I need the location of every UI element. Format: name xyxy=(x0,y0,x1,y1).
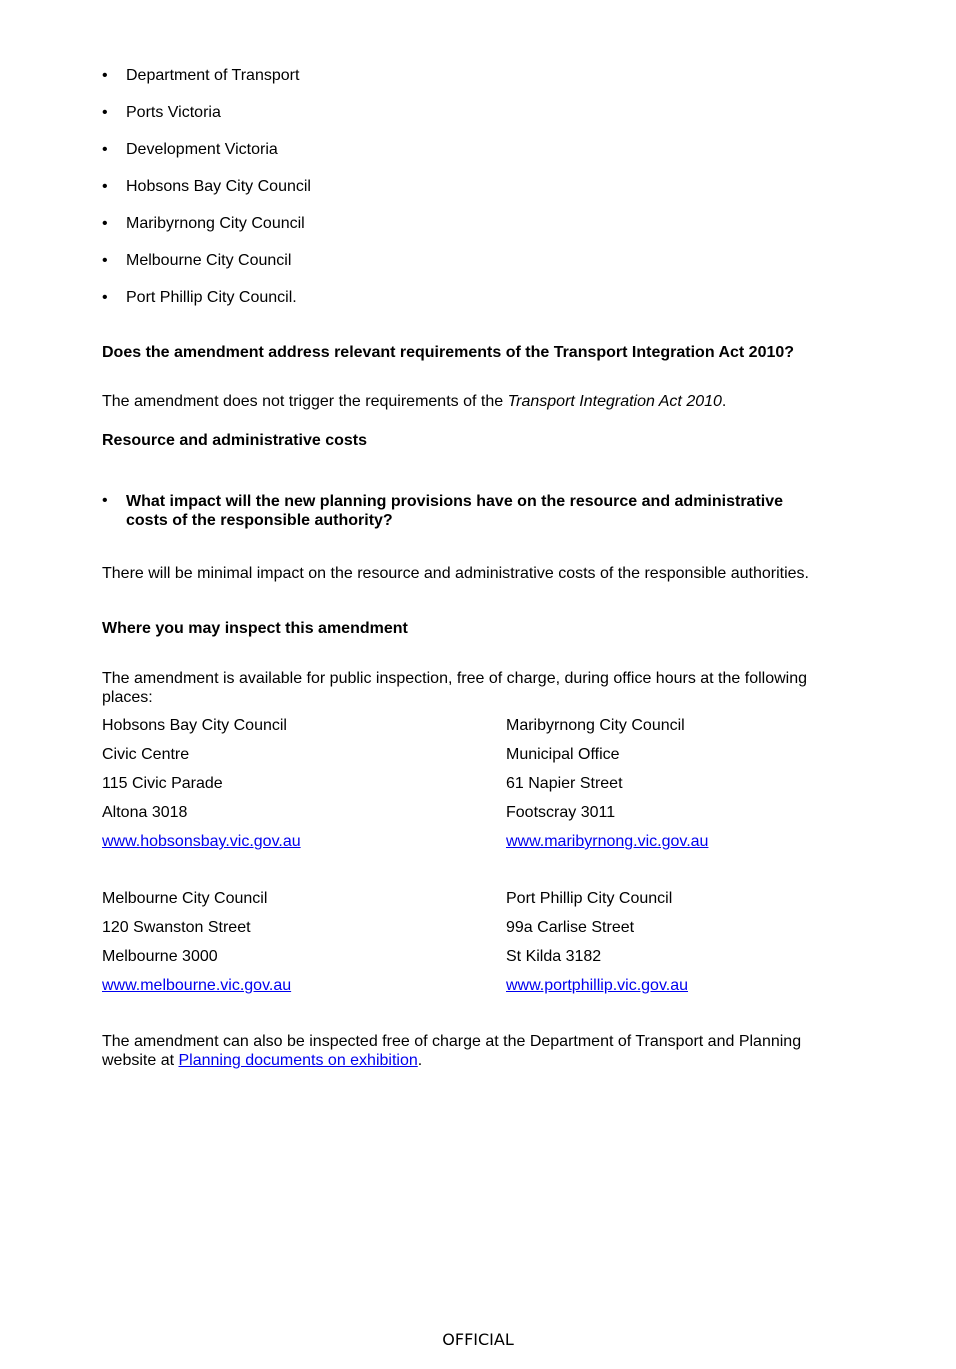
maribyrnong-website-link[interactable]: www.maribyrnong.vic.gov.au xyxy=(506,833,709,850)
security-classification-footer: OFFICIAL xyxy=(442,1330,514,1349)
resource-question: What impact will the new planning provisions have on the resource and administrative costs of the responsible authority? xyxy=(126,493,784,529)
act-title: Transport Integration Act 2010 xyxy=(507,393,722,410)
address-line: St Kilda 3182 xyxy=(506,948,602,965)
bullet-icon: • xyxy=(102,67,108,84)
address-line: 120 Swanston Street xyxy=(102,919,251,936)
address-line: 115 Civic Parade xyxy=(102,775,223,792)
resource-heading: Resource and administrative costs xyxy=(102,432,367,449)
list-item: • Ports Victoria xyxy=(102,104,221,121)
list-item: • Hobsons Bay City Council xyxy=(102,178,311,195)
port-phillip-website-link[interactable]: www.portphillip.vic.gov.au xyxy=(506,977,689,994)
council-name: Maribyrnong City Council xyxy=(506,717,685,734)
list-item: • Development Victoria xyxy=(102,141,278,158)
bullet-icon: • xyxy=(102,215,108,232)
resource-answer: There will be minimal impact on the resource and administrative costs of the responsible authorities. xyxy=(102,565,809,582)
planning-documents-link[interactable]: Planning documents on exhibition xyxy=(178,1052,418,1069)
agency-list xyxy=(102,66,311,325)
address-line: Footscray 3011 xyxy=(506,804,616,821)
address-line: Civic Centre xyxy=(102,746,190,763)
bullet-icon: • xyxy=(102,141,108,158)
council-address-maribyrnong xyxy=(506,716,708,861)
inspect-intro: The amendment is available for public inspection, free of charge, during office hours at the following places: xyxy=(102,670,807,706)
hobsons-bay-website-link[interactable]: www.hobsonsbay.vic.gov.au xyxy=(102,833,301,850)
address-line: Municipal Office xyxy=(506,746,620,763)
list-item: • Department of Transport xyxy=(102,67,300,84)
address-line: 61 Napier Street xyxy=(506,775,623,792)
council-name: Port Phillip City Council xyxy=(506,890,673,907)
address-line: Altona 3018 xyxy=(102,804,188,821)
tia-text: The amendment does not trigger the requirements of the Transport Integration Act 2010. xyxy=(102,393,727,410)
council-address-melbourne xyxy=(102,889,291,1005)
online-inspection-text: The amendment can also be inspected free of charge at the Department of Transport and Planning website at Planning documents on exhibition. xyxy=(102,1033,802,1069)
list-item: • Maribyrnong City Council xyxy=(102,215,305,232)
list-item: • Port Phillip City Council. xyxy=(102,289,297,306)
bullet-icon: • xyxy=(102,252,108,269)
tia-heading: Does the amendment address relevant requirements of the Transport Integration Act 2010? xyxy=(102,344,795,361)
bullet-icon: • xyxy=(102,289,108,306)
bullet-icon: • xyxy=(102,178,108,195)
bullet-icon: • xyxy=(102,492,108,509)
council-name: Hobsons Bay City Council xyxy=(102,717,287,734)
address-line: 99a Carlise Street xyxy=(506,919,635,936)
melbourne-website-link[interactable]: www.melbourne.vic.gov.au xyxy=(102,977,292,994)
bullet-icon: • xyxy=(102,104,108,121)
council-name: Melbourne City Council xyxy=(102,890,268,907)
council-address-port-phillip xyxy=(506,889,688,1005)
list-item: • Melbourne City Council xyxy=(102,252,292,269)
address-line: Melbourne 3000 xyxy=(102,948,218,965)
inspect-heading: Where you may inspect this amendment xyxy=(102,620,408,637)
council-address-hobsons-bay xyxy=(102,716,301,861)
